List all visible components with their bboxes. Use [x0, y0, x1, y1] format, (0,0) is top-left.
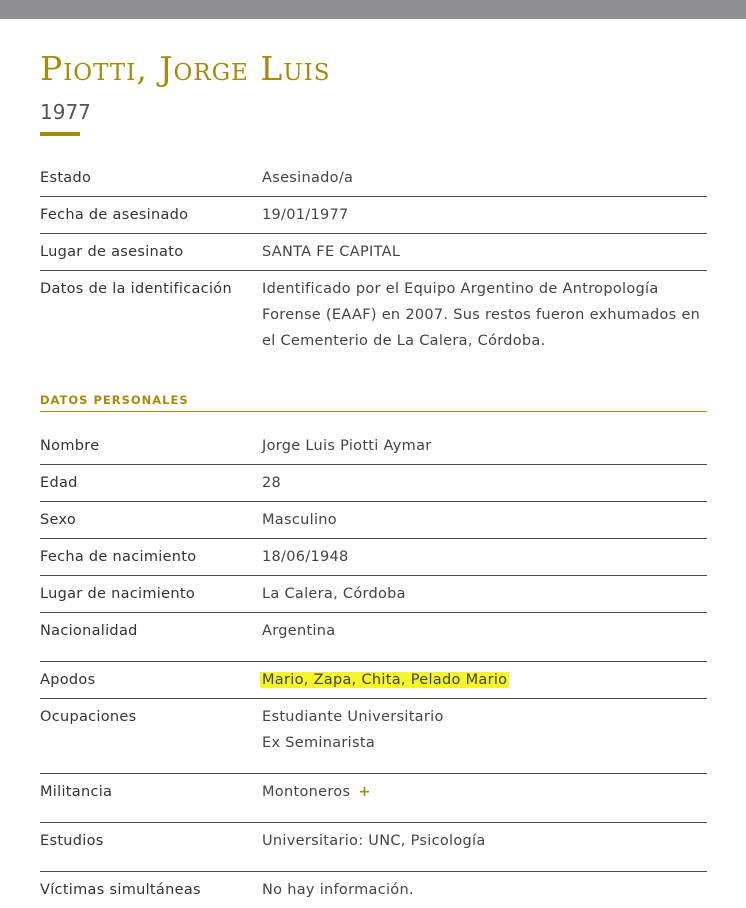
personal-row-edad: [40, 465, 707, 502]
personal-row-nombre: [40, 428, 707, 465]
personal-row-estudios: [40, 823, 707, 872]
personal-row-victimas-simultaneas: [40, 872, 707, 908]
row-label: Edad: [40, 465, 262, 502]
row-value: [262, 774, 707, 823]
personal-row-apodos: [40, 662, 707, 699]
record-container: [0, 49, 746, 908]
row-value: Jorge Luis Piotti Aymar: [262, 428, 707, 465]
summary-row-estado: [40, 160, 707, 197]
occupation-item: Ex Seminarista: [262, 730, 707, 756]
row-value: 18/06/1948: [262, 539, 707, 576]
row-label: Estado: [40, 160, 262, 197]
personal-row-militancia: [40, 774, 707, 823]
row-label: Estudios: [40, 823, 262, 872]
row-value: 28: [262, 465, 707, 502]
row-value: Universitario: UNC, Psicología: [262, 823, 707, 872]
top-bar: [0, 0, 746, 19]
row-label: Apodos: [40, 662, 262, 699]
title-underline: [40, 132, 80, 136]
row-label: Víctimas simultáneas: [40, 872, 262, 908]
row-label: Nacionalidad: [40, 613, 262, 662]
row-label: Ocupaciones: [40, 699, 262, 774]
section-title-datos-personales: DATOS PERSONALES: [40, 393, 707, 412]
row-label: Sexo: [40, 502, 262, 539]
personal-row-lugar-nacimiento: [40, 576, 707, 613]
militancia-value: Montoneros: [262, 784, 350, 800]
row-value: Asesinado/a: [262, 160, 707, 197]
row-label: Militancia: [40, 774, 262, 823]
row-value: SANTA FE CAPITAL: [262, 234, 707, 271]
row-label: Fecha de nacimiento: [40, 539, 262, 576]
page-title: Piotti, Jorge Luis: [40, 49, 707, 89]
row-value: Masculino: [262, 502, 707, 539]
row-value: [262, 662, 707, 699]
row-value: 19/01/1977: [262, 197, 707, 234]
summary-row-lugar-asesinato: [40, 234, 707, 271]
row-value: [262, 699, 707, 774]
row-label: Nombre: [40, 428, 262, 465]
summary-table: [40, 160, 707, 359]
row-label: Lugar de asesinato: [40, 234, 262, 271]
summary-row-fecha-asesinado: [40, 197, 707, 234]
highlighted-nicknames: Mario, Zapa, Chita, Pelado Mario: [260, 672, 509, 688]
row-label: Datos de la identificación: [40, 271, 262, 360]
row-label: Fecha de asesinado: [40, 197, 262, 234]
row-value: Identificado por el Equipo Argentino de Antropología Forense (EAAF) en 2007. Sus restos fueron exhumados en el Cementerio de La Calera, Córdoba.: [262, 271, 707, 360]
personal-row-fecha-nacimiento: [40, 539, 707, 576]
personal-row-ocupaciones: [40, 699, 707, 774]
personal-row-nacionalidad: [40, 613, 707, 662]
summary-row-identificacion: [40, 271, 707, 360]
occupation-item: Estudiante Universitario: [262, 704, 707, 730]
expand-plus-icon[interactable]: +: [358, 784, 370, 800]
row-label: Lugar de nacimiento: [40, 576, 262, 613]
row-value: La Calera, Córdoba: [262, 576, 707, 613]
personal-data-table: [40, 428, 707, 908]
row-value: Argentina: [262, 613, 707, 662]
record-year: 1977: [40, 101, 707, 123]
personal-row-sexo: [40, 502, 707, 539]
row-value: No hay información.: [262, 872, 707, 908]
